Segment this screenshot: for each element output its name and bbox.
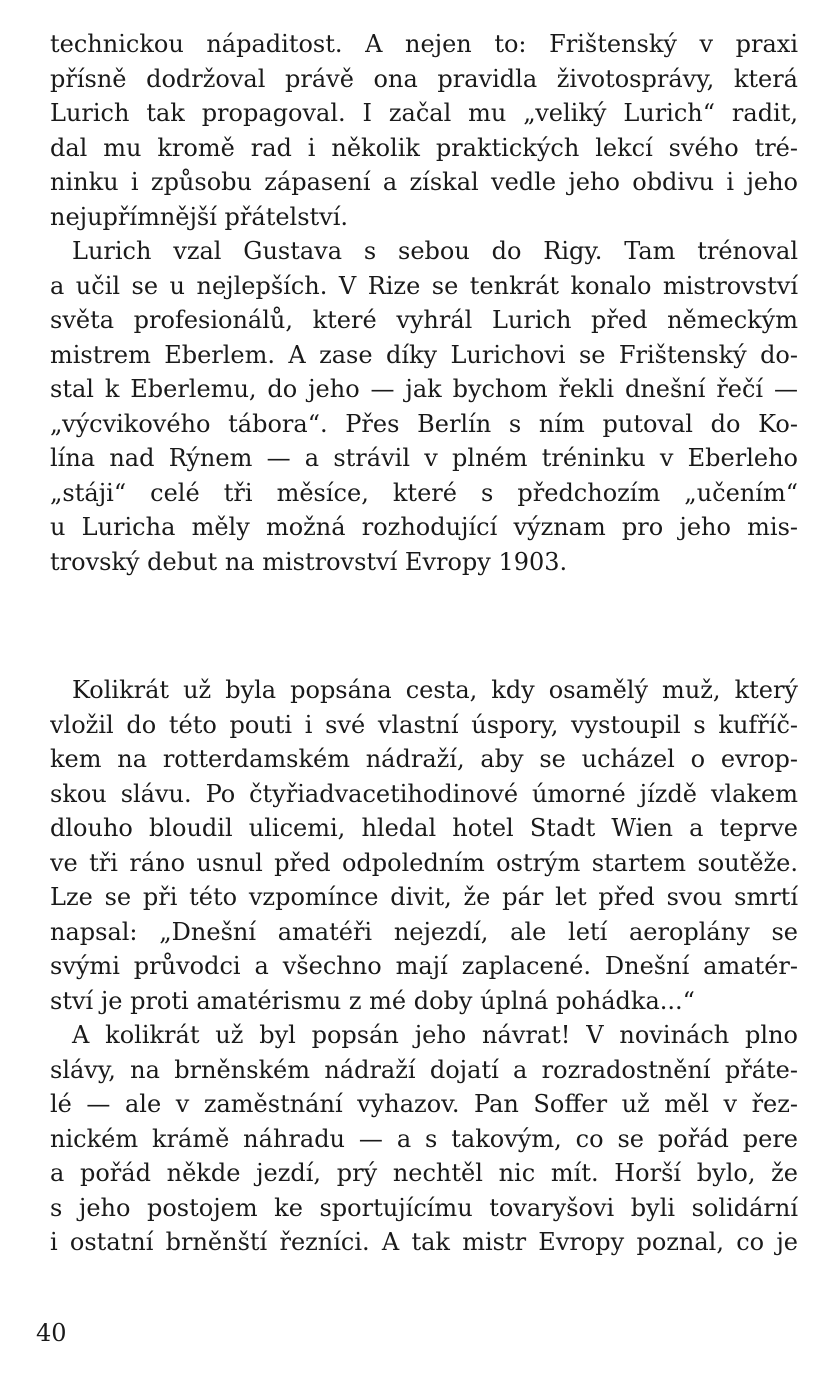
text-line: „výcvikového tábora“. Přes Berlín s ním putoval do Ko- <box>50 409 798 438</box>
text-line: „stáji“ celé tři měsíce, které s předchozím „učením“ <box>50 478 798 507</box>
text-line: s jeho postojem ke sportujícímu tovaryšovi byli solidární <box>50 1193 798 1222</box>
text-line: slávy, na brněnském nádraží dojatí a rozradostnění přáte- <box>50 1055 798 1084</box>
text-line: ninku i způsobu zápasení a získal vedle jeho obdivu i jeho <box>50 168 798 196</box>
text-line: vložil do této pouti i své vlastní úspory, vystoupil s kufříč- <box>50 710 798 739</box>
text-line: světa profesionálů, které vyhrál Lurich před německým <box>50 306 798 334</box>
text-line: a učil se u nejlepších. V Rize se tenkrát konalo mistrovství <box>50 271 798 300</box>
text-line: Lze se při této vzpomínce divit, že pár let před svou smrtí <box>50 883 798 911</box>
text-line: napsal: „Dnešní amatéři nejezdí, ale letí aeroplány se <box>50 917 798 946</box>
text-line: lé — ale v zaměstnání vyhazov. Pan Soffer už měl v řez- <box>50 1090 798 1118</box>
text-block-top <box>50 27 798 579</box>
text-line: a pořád někde jezdí, prý nechtěl nic mít. Horší bylo, že <box>50 1159 798 1187</box>
text-line: nickém krámě náhradu — a s takovým, co se pořád pere <box>50 1124 798 1153</box>
text-line: svými průvodci a všechno mají zaplacené. Dnešní amatér- <box>50 952 798 980</box>
text-line: dlouho bloudil ulicemi, hledal hotel Stadt Wien a teprve <box>50 814 798 842</box>
text-line: dal mu kromě rad i několik praktických lekcí svého tré- <box>50 133 798 162</box>
page-number: 40 <box>36 1319 67 1347</box>
text-line: Kolikrát už byla popsána cesta, kdy osamělý muž, který <box>72 676 798 704</box>
text-line: nejupřímnější přátelství. <box>50 202 349 231</box>
text-line: u Luricha měly možná rozhodující význam pro jeho mis- <box>50 513 798 541</box>
text-line: ství je proti amatérismu z mé doby úplná pohádka...“ <box>50 986 695 1015</box>
text-line: Lurich vzal Gustava s sebou do Rigy. Tam trénoval <box>72 237 798 265</box>
text-line: mistrem Eberlem. A zase díky Lurichovi se Frištenský do- <box>50 340 798 369</box>
text-line: skou slávu. Po čtyřiadvacetihodinové úmorné jízdě vlakem <box>50 779 798 808</box>
text-line: lína nad Rýnem — a strávil v plném tréninku v Eberleho <box>50 444 798 472</box>
text-line: trovský debut na mistrovství Evropy 1903. <box>50 547 568 576</box>
text-line: i ostatní brněnští řezníci. A tak mistr Evropy poznal, co je <box>50 1228 798 1256</box>
text-line: A kolikrát už byl popsán jeho návrat! V novinách plno <box>72 1021 798 1049</box>
text-block-bottom <box>50 673 798 1260</box>
text-line: Lurich tak propagoval. I začal mu „veliký Lurich“ radit, <box>50 99 798 127</box>
text-line: technickou nápaditost. A nejen to: Frištenský v praxi <box>50 30 798 58</box>
text-line: stal k Eberlemu, do jeho — jak bychom řekli dnešní řečí — <box>50 375 798 403</box>
text-line: ve tři ráno usnul před odpoledním ostrým startem soutěže. <box>50 848 798 877</box>
text-line: kem na rotterdamském nádraží, aby se ucházel o evrop- <box>50 745 798 773</box>
text-line: přísně dodržoval právě ona pravidla životosprávy, která <box>50 64 798 93</box>
